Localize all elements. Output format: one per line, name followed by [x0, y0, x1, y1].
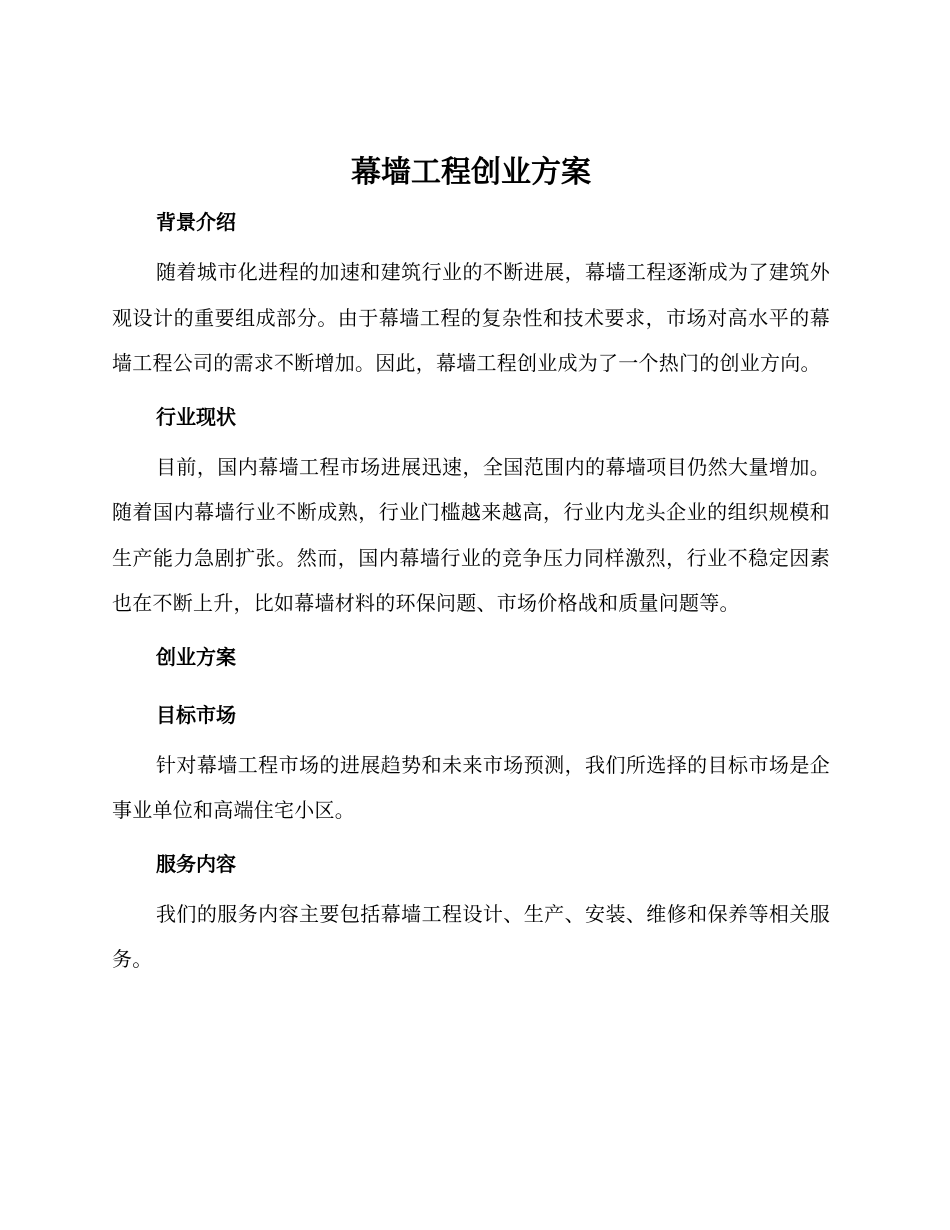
- section-heading-target-market: 目标市场: [156, 702, 236, 727]
- section-paragraph-industry: 目前，国内幕墙工程市场进展迅速，全国范围内的幕墙项目仍然大量增加。随着国内幕墙行业不断成熟，行业门槛越来越高，行业内龙头企业的组织规模和生产能力急剧扩张。然而，国内幕墙行业的竞争压力同样激烈，行业不稳定因素也在不断上升，比如幕墙材料的环保问题、市场价格战和质量问题等。: [112, 454, 830, 615]
- section-paragraph-target-market: 针对幕墙工程市场的进展趋势和未来市场预测，我们所选择的目标市场是企事业单位和高端住宅小区。: [112, 752, 830, 822]
- document-title: 幕墙工程创业方案: [351, 155, 591, 190]
- section-paragraph-background: 随着城市化进程的加速和建筑行业的不断进展，幕墙工程逐渐成为了建筑外观设计的重要组成部分。由于幕墙工程的复杂性和技术要求，市场对高水平的幕墙工程公司的需求不断增加。因此，幕墙工程创业成为了一个热门的创业方向。: [112, 260, 830, 375]
- section-heading-services: 服务内容: [156, 851, 236, 876]
- section-paragraph-services: 我们的服务内容主要包括幕墙工程设计、生产、安装、维修和保养等相关服务。: [112, 901, 830, 971]
- section-heading-background: 背景介绍: [156, 210, 236, 234]
- section-heading-plan: 创业方案: [156, 644, 236, 669]
- document-page: [112, 150, 830, 983]
- section-heading-industry: 行业现状: [156, 404, 236, 429]
